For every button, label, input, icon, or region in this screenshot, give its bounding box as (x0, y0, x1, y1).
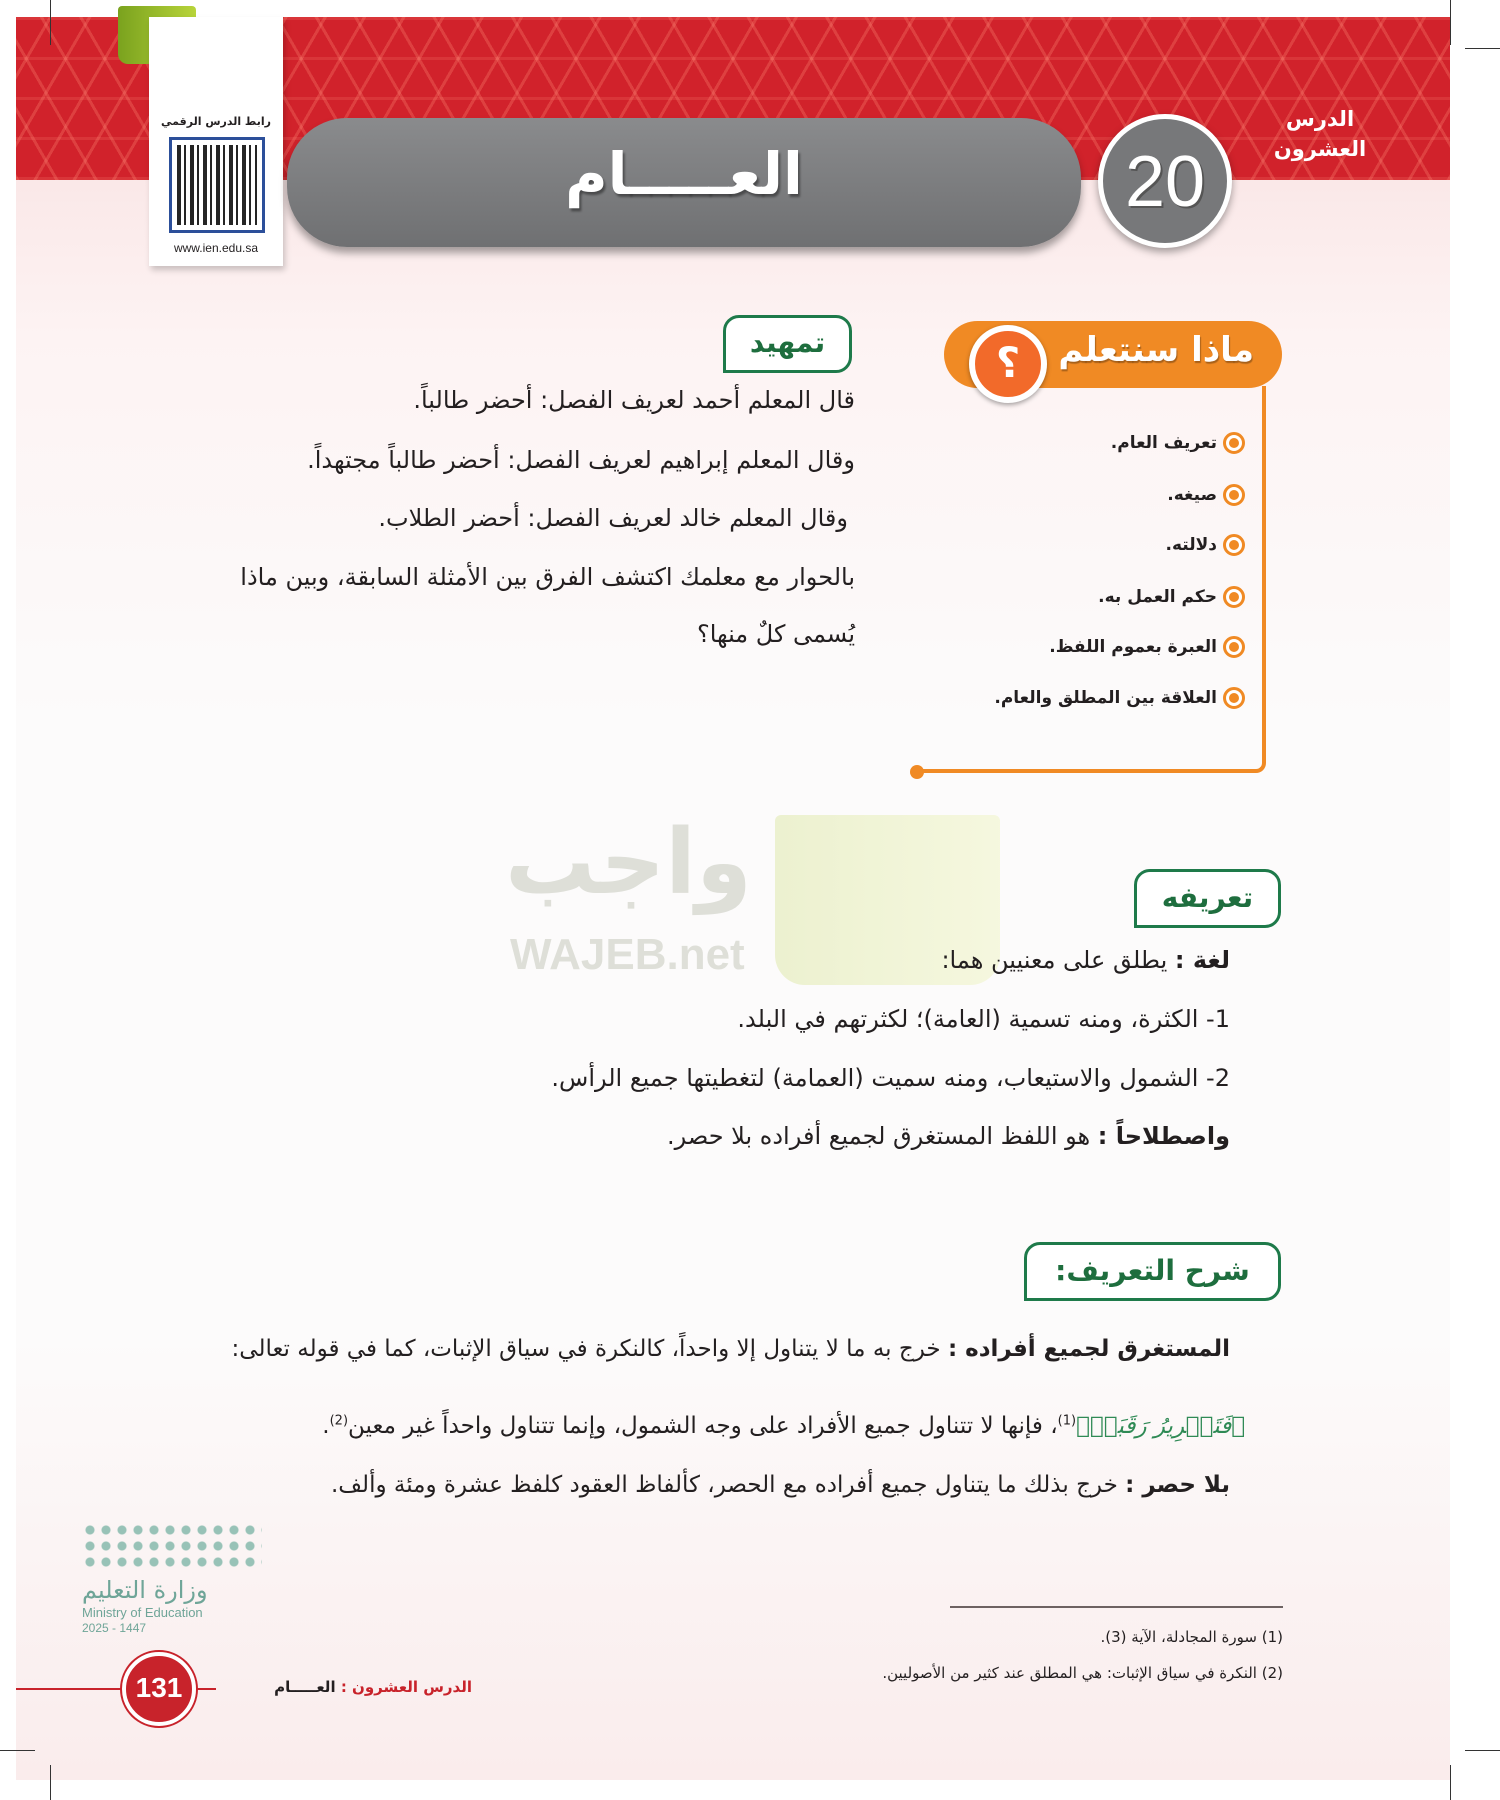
learn-item-text: العبرة بعموم اللفظ. (1049, 637, 1217, 657)
p2-end: . (322, 1413, 330, 1439)
p1-label: المستغرق لجميع أفراده : (947, 1336, 1230, 1362)
intro-line: بالحوار مع معلمك اكتشف الفرق بين الأمثلة السابقة، وبين ماذا (240, 563, 855, 591)
lesson-label (1260, 104, 1380, 164)
explanation-p2 (322, 1413, 1245, 1439)
crop-mark (1465, 1750, 1500, 1751)
istilah-text: هو اللفظ المستغرق لجميع أفراده بلا حصر. (667, 1122, 1098, 1150)
learn-item (1111, 432, 1245, 454)
learn-item (994, 687, 1245, 709)
ministry-arabic: وزارة التعليم (82, 1576, 208, 1604)
question-icon: ؟ (969, 325, 1047, 403)
footer-lesson-label: الدرس العشرون : (340, 1678, 472, 1696)
crop-mark (1450, 1765, 1451, 1800)
lesson-label-line1: الدرس (1285, 107, 1355, 131)
intro-line: قال المعلم أحمد لعريف الفصل: أحضر طالباً. (413, 386, 855, 414)
qr-card[interactable] (149, 17, 283, 266)
bullet-icon (1223, 636, 1245, 658)
footnote-ref-2[interactable]: (2) (329, 1413, 349, 1429)
definition-heading: تعريفه (1134, 869, 1281, 928)
explanation-p1 (232, 1336, 1230, 1362)
page-title: العـــــام (565, 140, 803, 208)
p1-text: خرج به ما لا يتناول إلا واحداً، كالنكرة في سياق الإثبات، كما في قوله تعالى: (231, 1336, 948, 1362)
ministry-year: 2025 - 1447 (82, 1621, 147, 1635)
learn-item (1049, 636, 1245, 658)
ministry-logo (82, 1522, 272, 1636)
lesson-label-line2: العشرون (1273, 137, 1367, 161)
learn-item-text: تعريف العام. (1110, 433, 1217, 453)
qr-code[interactable] (169, 137, 265, 233)
ministry-english: Ministry of Education (82, 1605, 203, 1620)
p3-text: خرج بذلك ما يتناول جميع أفراده مع الحصر، كألفاظ العقود كلفظ عشرة ومئة وألف. (330, 1472, 1126, 1498)
crop-mark (0, 1750, 35, 1751)
title-pill (287, 118, 1081, 247)
footnote-divider (950, 1606, 1283, 1608)
explanation-p3 (331, 1470, 1230, 1500)
footnote-2: (2) النكرة في سياق الإثبات: هي المطلق عند كثير من الأصوليين. (882, 1664, 1283, 1682)
quran-verse: ﴿فَتَحۡرِيرُ رَقَبَةٖ﴾ (1076, 1413, 1245, 1439)
learn-item-text: صيغه. (1167, 485, 1217, 505)
intro-line: يُسمى كلٌ منها؟ (696, 620, 855, 648)
watermark-latin: WAJEB.net (510, 930, 745, 979)
learn-frame-dot (910, 765, 924, 779)
p2-text: ، فإنها لا تتناول جميع الأفراد على وجه الشمول، وإنما تتناول واحداً غير معين (348, 1413, 1058, 1439)
learn-title: ماذا سنتعلم (1058, 330, 1254, 370)
learn-item (1098, 586, 1245, 608)
p3-label: بلا حصر : (1125, 1472, 1230, 1498)
intro-line: وقال المعلم خالد لعريف الفصل: أحضر الطلاب. (378, 504, 848, 532)
definition-item-2: 2- الشمول والاستيعاب، ومنه سميت (العمامة) لتغطيتها جميع الرأس. (551, 1064, 1230, 1092)
qr-label: رابط الدرس الرقمي (161, 115, 271, 128)
bullet-icon (1223, 432, 1245, 454)
crop-mark (1465, 48, 1500, 49)
bullet-icon (1223, 534, 1245, 556)
intro-line: وقال المعلم إبراهيم لعريف الفصل: أحضر طالباً مجتهداً. (307, 446, 855, 474)
intro-heading: تمهيد (723, 315, 852, 373)
footer-lesson (232, 1678, 472, 1696)
definition-item-1: 1- الكثرة، ومنه تسمية (العامة)؛ لكثرتهم في البلد. (737, 1005, 1230, 1033)
crop-mark (50, 1765, 51, 1800)
page-number: 131 (122, 1652, 196, 1726)
learn-item (1166, 534, 1245, 556)
lesson-number: 20 (1124, 142, 1206, 222)
bullet-icon (1223, 687, 1245, 709)
definition-lugha (941, 946, 1230, 974)
watermark-arabic: واجب (505, 810, 752, 915)
lugha-text: يطلق على معنيين هما: (941, 946, 1175, 974)
explanation-heading: شرح التعريف: (1024, 1242, 1281, 1301)
learn-item (1167, 484, 1245, 506)
ministry-dots-icon (82, 1522, 262, 1572)
footer-lesson-title: العـــــام (274, 1678, 341, 1696)
lesson-number-badge (1098, 114, 1232, 248)
lugha-label: لغة : (1174, 946, 1230, 974)
footnote-1: (1) سورة المجادلة، الآية (3). (1100, 1628, 1283, 1646)
learn-item-text: دلالته. (1165, 535, 1217, 555)
learn-item-text: العلاقة بين المطلق والعام. (994, 688, 1217, 708)
bullet-icon (1223, 586, 1245, 608)
qr-url[interactable]: www.ien.edu.sa (173, 241, 259, 255)
footnote-ref-1[interactable]: (1) (1057, 1413, 1077, 1429)
learn-item-text: حكم العمل به. (1098, 587, 1217, 607)
crop-mark (1450, 0, 1451, 45)
definition-istilah (667, 1122, 1230, 1150)
bullet-icon (1223, 484, 1245, 506)
istilah-label: واصطلاحاً : (1097, 1122, 1230, 1150)
